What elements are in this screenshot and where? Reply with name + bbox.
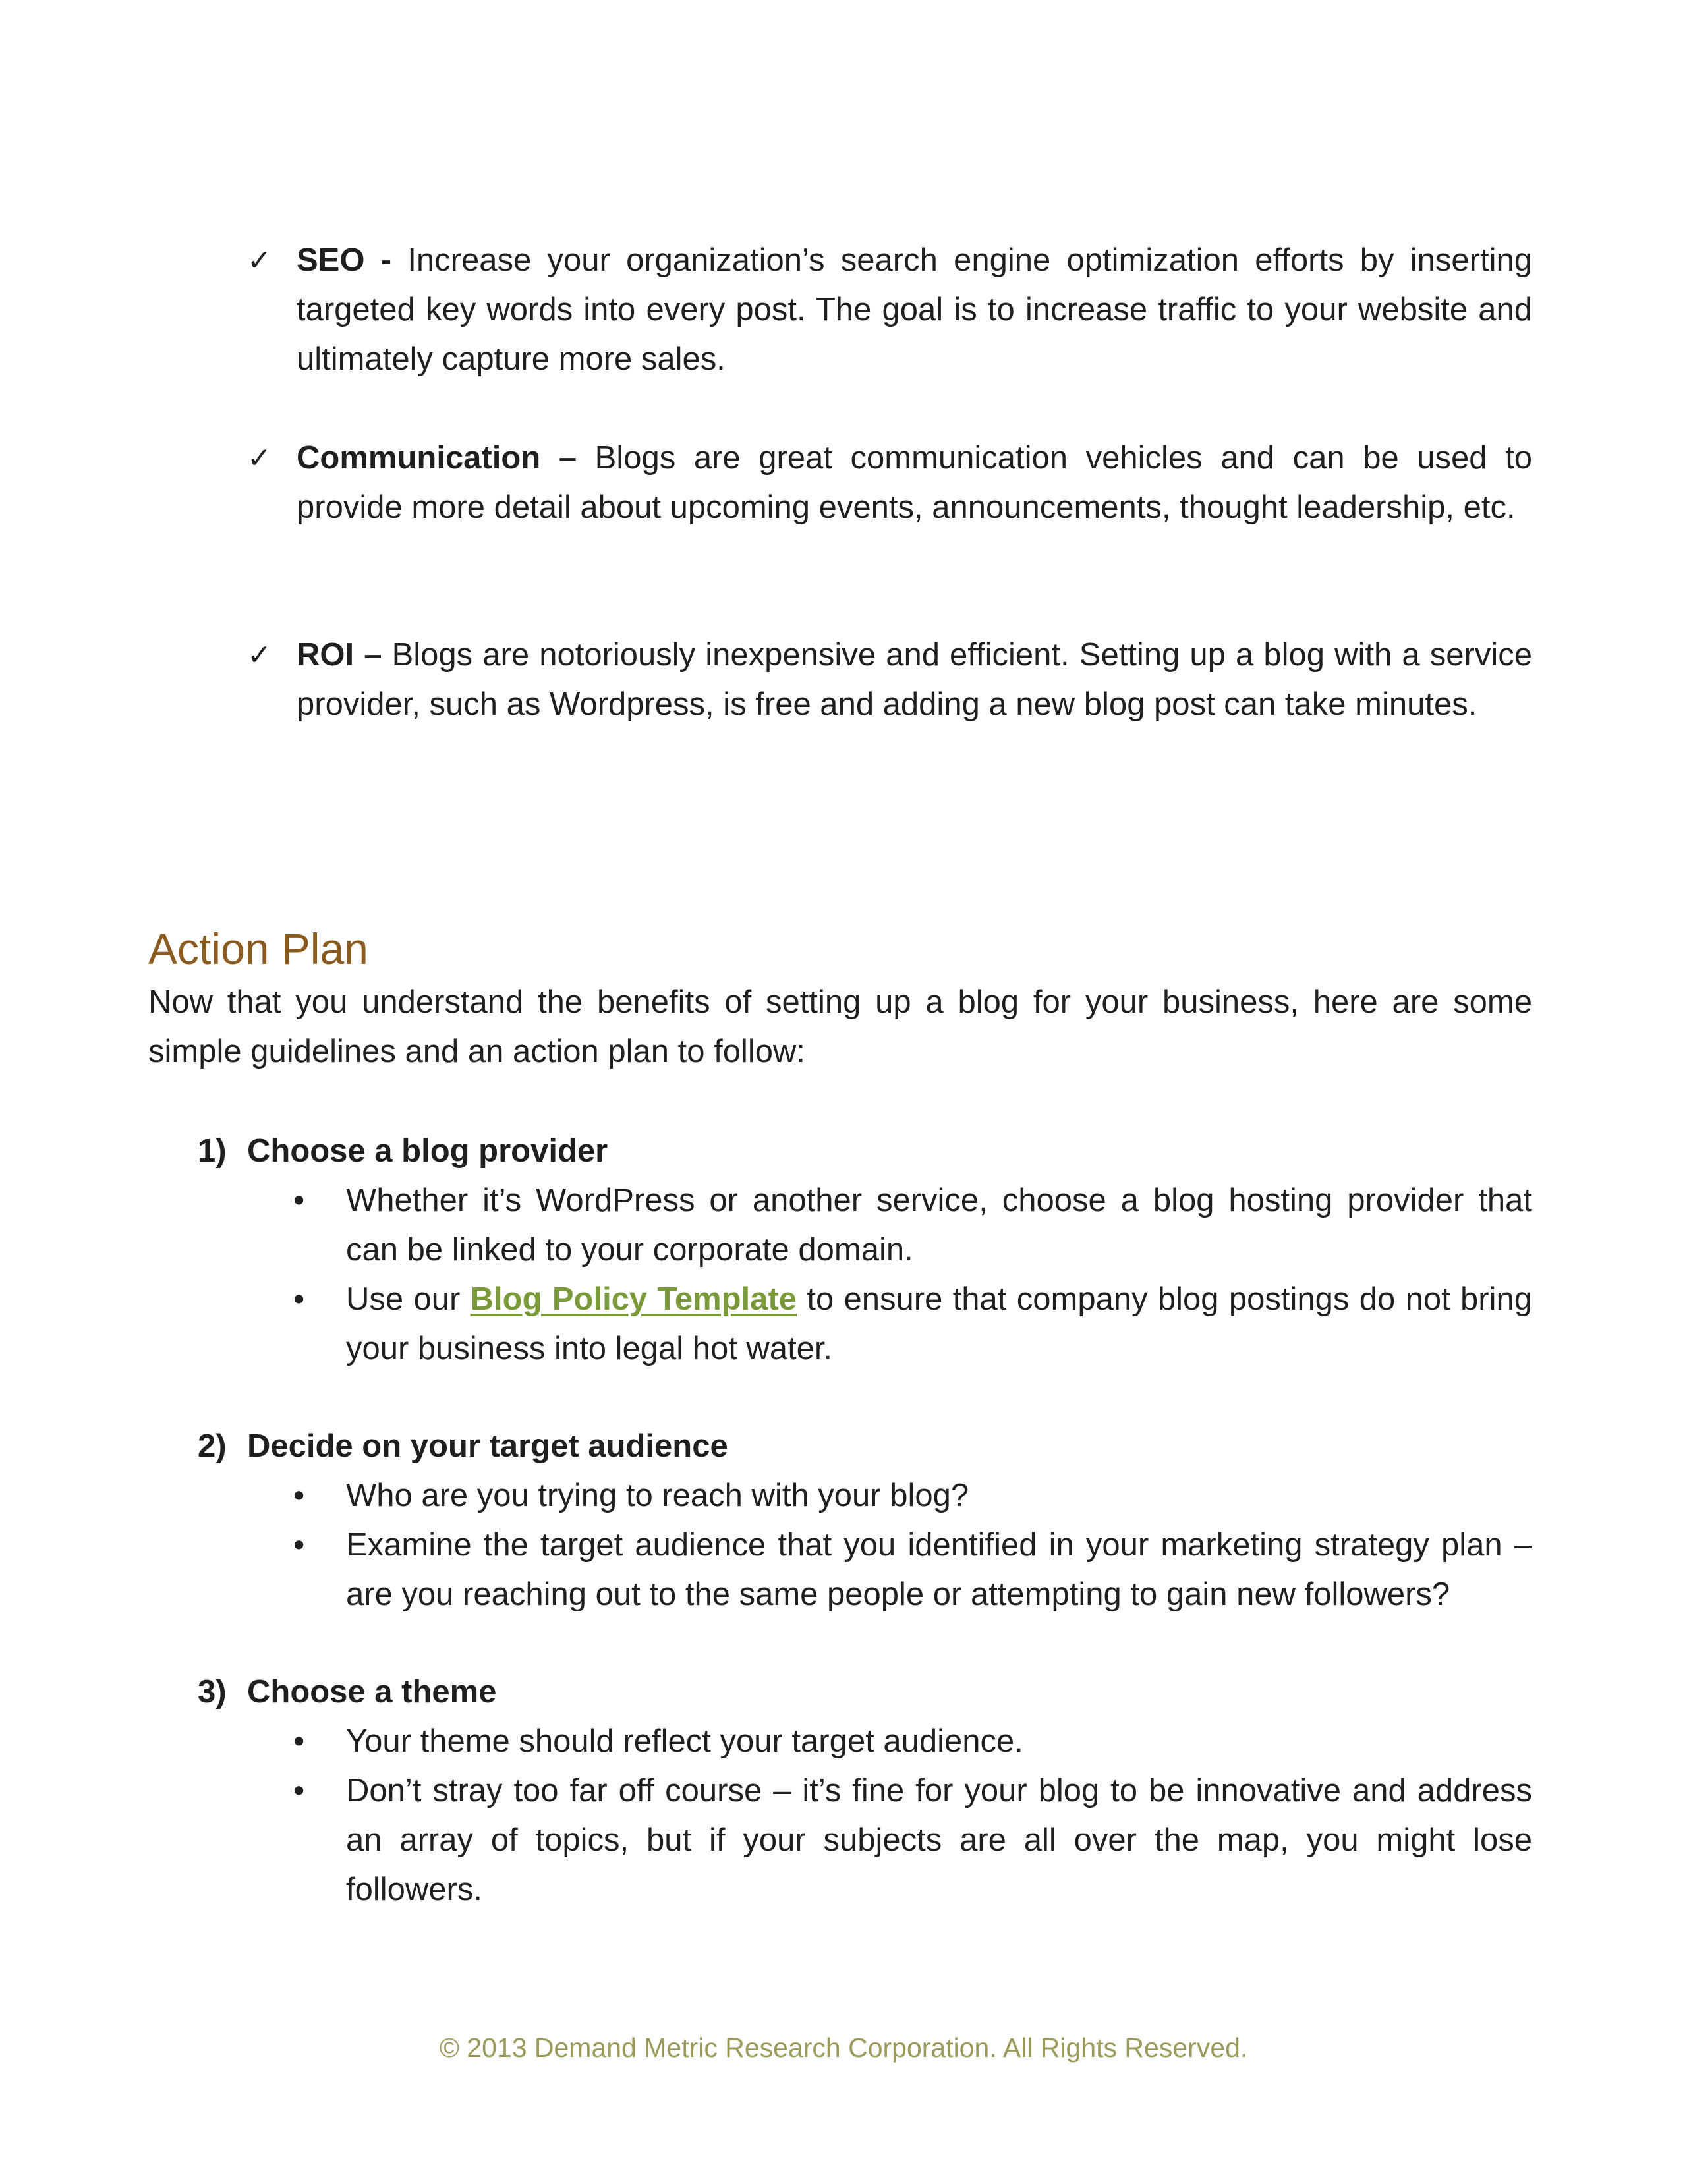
checklist-text: Blogs are great communication vehicles and can be used to provide more detail about upcoming events, announcements, thought leadership, etc. <box>297 440 1533 525</box>
checklist-item-seo <box>247 236 1532 384</box>
step-title-text: Choose a blog provider <box>247 1133 608 1169</box>
list-item-text: Whether it’s WordPress or another service, choose a blog hosting provider that can be linked to your corporate domain. <box>346 1183 1532 1268</box>
checkmark-icon: ✓ <box>247 244 272 277</box>
list-item <box>198 1471 1532 1521</box>
checklist-item-communication <box>247 434 1533 532</box>
section-intro: Now that you understand the benefits of setting up a blog for your business, here are some simple guidelines and an action plan to follow: <box>148 984 1532 1069</box>
checklist-item-roi <box>247 630 1532 729</box>
list-item <box>198 1275 1532 1374</box>
checkmark-icon: ✓ <box>247 441 272 475</box>
bullet-list <box>198 1717 1532 1915</box>
list-item-text: Your theme should reflect your target audience. <box>346 1723 1023 1759</box>
checklist-text: Increase your organization’s search engine optimization efforts by inserting targeted key words into every post. The goal is to increase traffic to your website and ultimately capture more sales. <box>297 242 1532 377</box>
list-item <box>198 1176 1532 1275</box>
bullet-icon: • <box>293 1527 305 1563</box>
copyright-footer: © 2013 Demand Metric Research Corporation. All Rights Reserved. <box>439 2032 1248 2063</box>
step-title <box>198 1127 1532 1176</box>
list-item <box>198 1717 1532 1766</box>
bullet-icon: • <box>293 1478 305 1513</box>
checklist-text: Blogs are notoriously inexpensive and efficient. Setting up a blog with a service provider, such as Wordpress, is free and adding a new blog post can take minutes. <box>297 637 1532 722</box>
bullet-icon: • <box>293 1773 305 1808</box>
checklist-term: SEO - <box>297 242 392 278</box>
list-item-text: Examine the target audience that you identified in your marketing strategy plan – are you reaching out to the same people or attempting to gain new followers? <box>346 1527 1532 1612</box>
step-1 <box>198 1127 1532 1374</box>
step-2 <box>198 1422 1532 1619</box>
checklist-term: ROI – <box>297 637 382 673</box>
list-item-text-before: Use our <box>346 1281 471 1317</box>
blog-policy-template-link[interactable]: Blog Policy Template <box>470 1281 797 1317</box>
bullet-list <box>198 1176 1532 1374</box>
step-number: 3) <box>198 1674 227 1710</box>
list-item-text: Don’t stray too far off course – it’s fine for your blog to be innovative and address an array of topics, but if your subjects are all over the map, you might lose followers. <box>346 1773 1532 1907</box>
list-item <box>198 1521 1532 1619</box>
step-number: 1) <box>198 1133 227 1169</box>
step-title <box>198 1422 1532 1471</box>
bullet-icon: • <box>293 1183 305 1218</box>
section-heading: Action Plan <box>148 924 368 973</box>
bullet-icon: • <box>293 1723 305 1759</box>
list-item-text-after: to ensure that company blog postings do not bring your business into legal hot water. <box>346 1281 1532 1366</box>
bullet-icon: • <box>293 1281 305 1317</box>
bullet-list <box>198 1471 1532 1619</box>
list-item <box>198 1766 1532 1915</box>
step-title-text: Choose a theme <box>247 1674 497 1710</box>
step-title-text: Decide on your target audience <box>247 1428 728 1464</box>
step-number: 2) <box>198 1428 227 1464</box>
checklist-term: Communication – <box>297 440 577 476</box>
step-title <box>198 1667 1532 1717</box>
checkmark-icon: ✓ <box>247 638 272 672</box>
list-item-text: Who are you trying to reach with your blog? <box>346 1478 969 1513</box>
step-3 <box>198 1667 1532 1915</box>
